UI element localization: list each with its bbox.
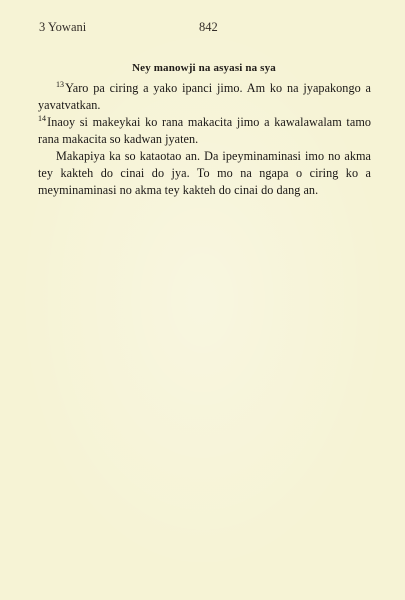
verse-paragraph-15 [38, 148, 371, 199]
verse-number-14: 14 [38, 113, 47, 123]
verse-paragraph-13 [38, 80, 371, 114]
verse-number-13: 13 [56, 79, 65, 89]
section-heading: Ney manowji na asyasi na sya [132, 62, 276, 74]
page-number: 842 [199, 20, 218, 34]
verse-text-14: Inaoy si makeykai ko rana makacita jimo a kawalawalam tamo rana makacita so kadwan jyaten. [38, 115, 371, 146]
body-text [38, 80, 371, 199]
verse-text-15: Makapiya ka so kataotao an. Da ipeyminaminasi imo no akma tey kakteh do cinai do jya. To mo na ngapa o ciring ko a meyminaminasi no akma tey kakteh do cinai do dang an. [38, 149, 371, 197]
page-header [39, 20, 369, 36]
verse-text-13: Yaro pa ciring a yako ipanci jimo. Am ko na jyapakongo a yavatvatkan. [38, 81, 371, 112]
verse-paragraph-14 [38, 114, 371, 148]
running-head-book: 3 Yowani [39, 20, 87, 34]
